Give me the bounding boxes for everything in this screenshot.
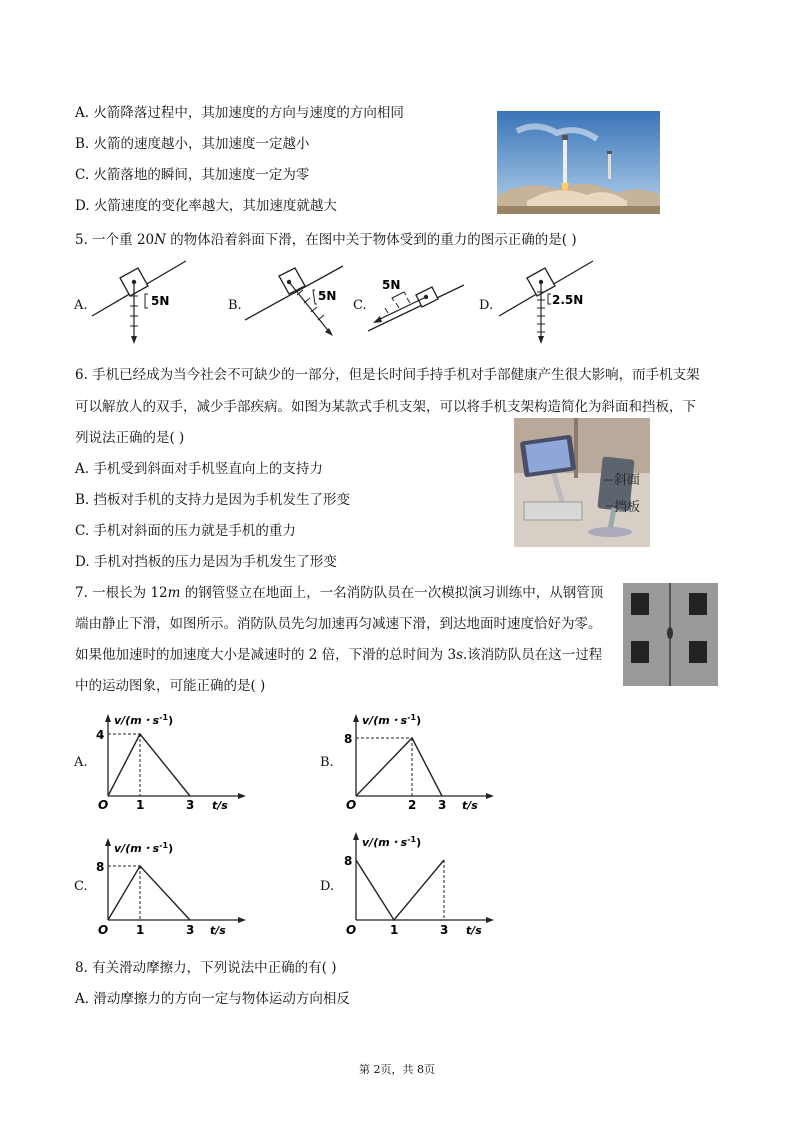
q5-c-scale-label: 5N — [382, 278, 401, 292]
q6-stem-line3: 列说法正确的是( ) — [75, 430, 185, 446]
q5-figure-b — [243, 262, 353, 342]
q6-stem-line2: 可以解放人的双手，减少手部疾病。如图为某款式手机支架，可以将手机支架构造简化为斜面和挡板，下 — [75, 399, 696, 415]
q6-fig-label-slope: 斜面 — [614, 473, 641, 488]
q6-stem-line1: 6. 手机已经成为当今社会不可缺少的一部分，但是长时间手持手机对手部健康产生很大影响，而手机支架 — [75, 367, 700, 383]
q7-stem-line2: 端由静止下滑，如图所示。消防队员先匀加速再匀减速下滑，到达地面时速度恰好为零。 — [75, 616, 602, 632]
q7-a-xtick1: 1 — [136, 798, 145, 810]
q7-a-ytick: 4 — [96, 728, 105, 742]
q7-a-xlabel: t/s — [212, 799, 228, 810]
rocket-landing-photo — [497, 111, 660, 214]
q5-figure-a — [90, 256, 195, 346]
q7-a-origin: O — [98, 798, 109, 810]
q7-a-ylabel-close: ) — [168, 714, 174, 727]
q5-figure-c — [368, 275, 468, 335]
q7-b-xtick1: 2 — [408, 798, 417, 810]
q5-a-scale-label: 5N — [151, 294, 170, 308]
q7-d-ytick: 8 — [344, 854, 353, 868]
q5-stem-post: 的物体沿着斜面下滑，在图中关于物体受到的重力的图示正确的是( ) — [165, 232, 577, 248]
q7-a-ylabel-sup: -1 — [159, 713, 169, 722]
q8-option-a: A. 滑动摩擦力的方向一定与物体运动方向相反 — [75, 991, 350, 1007]
q5-stem-unit: N — [154, 232, 166, 248]
q7-graph-b — [340, 710, 500, 810]
q6-option-d: D. 手机对挡板的压力是因为手机发生了形变 — [75, 554, 337, 570]
q7-label-b: B. — [320, 755, 334, 770]
q7-line3-unit: s — [456, 647, 463, 663]
q7-graph-a — [92, 710, 252, 810]
q7-d-xlabel: t/s — [466, 924, 482, 937]
q5-stem — [75, 231, 577, 249]
q7-d-ylabel-main: v/(m・s — [362, 836, 408, 849]
q7-c-xlabel: t/s — [210, 924, 226, 937]
q5-figure-d — [497, 256, 617, 346]
q8-stem: 8. 有关滑动摩擦力，下列说法中正确的有( ) — [75, 960, 337, 976]
q7-stem-line3 — [75, 646, 602, 664]
q5-label-d: D. — [479, 298, 494, 313]
q7-a-ylabel — [114, 713, 173, 727]
q7-label-d: D. — [320, 879, 335, 894]
q7-d-origin: O — [346, 923, 357, 937]
q5-label-a: A. — [74, 298, 88, 313]
q7-d-ylabel-close: ) — [416, 836, 422, 849]
q7-stem-line4: 中的运动图象，可能正确的是( ) — [75, 678, 266, 694]
q7-label-a: A. — [74, 755, 88, 770]
q4-option-c: C. 火箭落地的瞬间，其加速度一定为零 — [75, 167, 310, 183]
q7-c-ylabel-main: v/(m・s — [114, 842, 160, 855]
q7-b-xlabel: t/s — [462, 799, 478, 810]
q7-c-ylabel-close: ) — [168, 842, 174, 855]
q4-option-a: A. 火箭降落过程中，其加速度的方向与速度的方向相同 — [75, 105, 404, 121]
phone-stand-photo — [514, 418, 650, 547]
q7-d-ylabel-sup: -1 — [407, 835, 417, 844]
q7-c-ytick: 8 — [96, 860, 105, 874]
q7-c-xtick2: 3 — [186, 923, 195, 937]
q7-line1-unit: m — [167, 585, 181, 601]
q7-stem-line1 — [75, 584, 603, 602]
q7-d-xtick2: 3 — [440, 923, 449, 937]
q7-a-ylabel-main: v/(m・s — [114, 714, 160, 727]
q7-b-origin: O — [346, 798, 357, 810]
q5-b-scale-label: 5N — [318, 289, 337, 303]
page-footer: 第 2页，共 8页 — [359, 1063, 435, 1076]
q6-option-b: B. 挡板对手机的支持力是因为手机发生了形变 — [75, 492, 351, 508]
q5-label-c: C. — [353, 298, 367, 313]
q7-b-ylabel-main: v/(m・s — [362, 714, 408, 727]
q7-b-xtick2: 3 — [438, 798, 447, 810]
q7-c-xtick1: 1 — [136, 923, 145, 937]
q7-c-ylabel-sup: -1 — [159, 841, 169, 850]
q4-option-b: B. 火箭的速度越小，其加速度一定越小 — [75, 136, 310, 152]
q5-d-scale-label: 2.5N — [552, 293, 584, 307]
q5-label-b: B. — [228, 298, 242, 313]
q6-option-a: A. 手机受到斜面对手机竖直向上的支持力 — [75, 461, 323, 477]
q7-line1-post: 的钢管竖立在地面上，一名消防队员在一次模拟演习训练中，从钢管顶 — [180, 585, 604, 601]
q7-d-xtick1: 1 — [390, 923, 399, 937]
q4-option-d: D. 火箭速度的变化率越大，其加速度就越大 — [75, 198, 337, 214]
q7-b-ylabel — [362, 713, 421, 727]
q7-label-c: C. — [74, 879, 88, 894]
q7-graph-c — [92, 834, 252, 938]
q7-b-ytick: 8 — [344, 732, 353, 746]
q7-graph-d — [340, 830, 500, 938]
firefighter-pole-photo — [623, 583, 718, 686]
q7-line3-post: .该消防队员在这一过程 — [463, 647, 603, 663]
q7-b-ylabel-close: ) — [416, 714, 422, 727]
q7-c-origin: O — [98, 923, 109, 937]
q7-d-ylabel — [362, 835, 421, 849]
q5-stem-pre: 5. 一个重 20 — [75, 232, 155, 248]
q6-fig-label-board: 挡板 — [614, 500, 641, 515]
q7-a-xtick2: 3 — [186, 798, 195, 810]
q7-line1-pre: 7. 一根长为 12 — [75, 585, 168, 601]
q6-option-c: C. 手机对斜面的压力就是手机的重力 — [75, 523, 296, 539]
q7-c-ylabel — [114, 841, 173, 855]
q7-line3-pre: 如果他加速时的加速度大小是减速时的 2 倍，下滑的总时间为 3 — [75, 647, 457, 663]
q7-b-ylabel-sup: -1 — [407, 713, 417, 722]
